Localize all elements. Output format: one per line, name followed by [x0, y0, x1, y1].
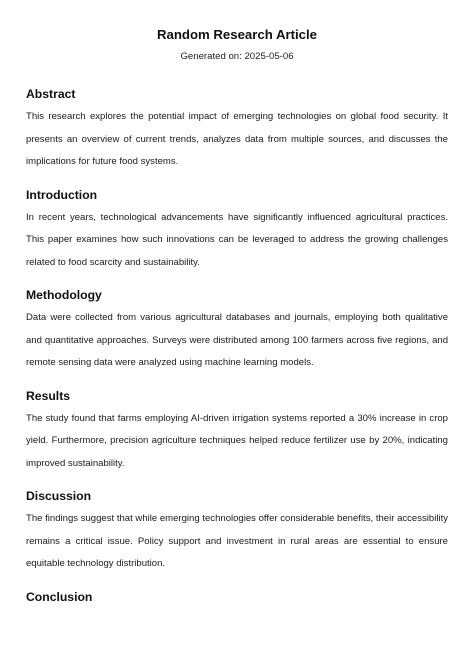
section-heading: Conclusion [26, 589, 93, 604]
section-methodology [26, 287, 448, 375]
section-abstract [26, 86, 448, 174]
section-body: The findings suggest that while emerging technologies offer considerable benefits, their accessibility remains a critical issue. Policy support and investment in rural areas are essential to ensure equitable technology distribution. [26, 513, 448, 569]
generated-date: Generated on: 2025-05-06 [180, 51, 294, 62]
section-body: This research explores the potential impact of emerging technologies on global food security. It presents an overview of current trends, analyzes data from multiple sources, and discusses the implications for future food systems. [26, 111, 448, 167]
section-heading: Discussion [26, 489, 92, 503]
section-discussion [26, 488, 448, 576]
section-results [26, 388, 448, 476]
page-title: Random Research Article [156, 27, 317, 42]
section-body: In recent years, technological advancements have significantly influenced agricultural practices. This paper examines how such innovations can be leveraged to address the growing challenges related to food scarcity and sustainability. [26, 211, 448, 268]
section-body: Data were collected from various agricultural databases and journals, employing both qualitative and quantitative approaches. Surveys were distributed among 100 farmers across five regions, and remote sensing data were analyzed using machine learning models. [26, 312, 448, 368]
section-body: The study found that farms employing AI-driven irrigation systems reported a 30% increase in crop yield. Furthermore, precision agriculture techniques helped reduce fertilizer use by 20%, indicating improved sustainability. [26, 412, 448, 469]
section-heading: Abstract [26, 87, 76, 101]
section-heading: Results [26, 388, 71, 403]
section-introduction [26, 187, 448, 275]
section-heading: Methodology [26, 288, 102, 302]
section-heading: Introduction [26, 187, 98, 202]
section-conclusion [26, 589, 448, 605]
